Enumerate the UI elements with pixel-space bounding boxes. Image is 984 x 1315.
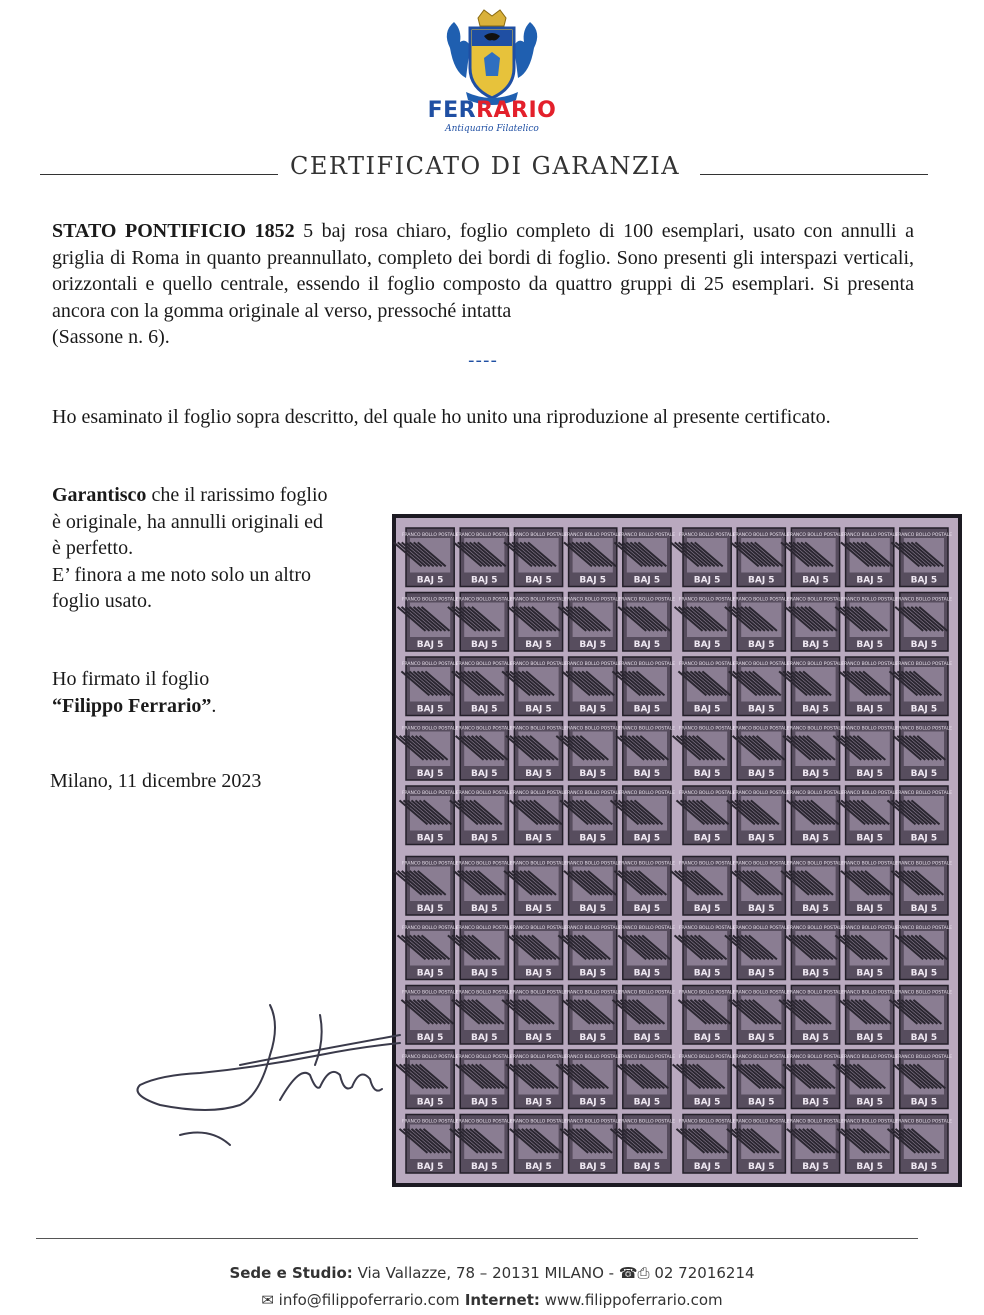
- stamp-value-label: BAJ 5: [693, 640, 721, 650]
- stamp-header: FRANCO BOLLO POSTALE: [618, 1119, 676, 1125]
- stamp-value-label: BAJ 5: [693, 833, 721, 844]
- stamp: [508, 593, 567, 652]
- stamp: [895, 593, 952, 652]
- stamp-header: FRANCO BOLLO POSTALE: [895, 1055, 953, 1060]
- stamp: [839, 986, 898, 1045]
- stamp-header: FRANCO BOLLO POSTALE: [456, 926, 513, 931]
- guarantee-line-2: è originale, ha annulli originali ed: [52, 510, 324, 533]
- stamp-header: FRANCO BOLLO POSTALE: [733, 791, 790, 796]
- stamp-header: FRANCO BOLLO POSTALE: [733, 1119, 790, 1125]
- stamp: [618, 921, 675, 980]
- examination-paragraph: Ho esaminato il foglio sopra descritto, del quale ho unito una riproduzione al presente certificato.: [52, 406, 831, 428]
- signer-name: “Filippo Ferrario”: [52, 694, 212, 717]
- stamp-header: FRANCO BOLLO POSTALE: [618, 926, 676, 931]
- stamp-value-label: BAJ 5: [802, 904, 829, 914]
- stamp: [510, 786, 567, 845]
- stamp-value-label: BAJ 5: [633, 575, 661, 586]
- stamp-value-label: BAJ 5: [471, 833, 498, 844]
- stamp-value-label: BAJ 5: [471, 1097, 498, 1108]
- stamp-value-label: BAJ 5: [525, 769, 552, 779]
- stamp-value-label: BAJ 5: [856, 769, 883, 779]
- stamp-header: FRANCO BOLLO POSTALE: [510, 791, 567, 796]
- stamp-header: FRANCO BOLLO POSTALE: [564, 1119, 621, 1125]
- stamp-header: FRANCO BOLLO POSTALE: [841, 1055, 898, 1060]
- stamp-header: FRANCO BOLLO POSTALE: [456, 533, 513, 538]
- stamp-header: FRANCO BOLLO POSTALE: [787, 1119, 844, 1125]
- stamp-value-label: BAJ 5: [693, 1033, 721, 1043]
- stamp: [729, 657, 790, 716]
- stamp-value-label: BAJ 5: [910, 1162, 938, 1172]
- stamp-header: FRANCO BOLLO POSTALE: [895, 533, 953, 538]
- signed-statement: [52, 666, 216, 719]
- stamp-header: FRANCO BOLLO POSTALE: [787, 533, 844, 538]
- stamp-header: FRANCO BOLLO POSTALE: [618, 990, 676, 996]
- stamp-header: FRANCO BOLLO POSTALE: [564, 926, 621, 931]
- stamp: [510, 1115, 567, 1174]
- stamp: [841, 857, 898, 916]
- stamp-header: FRANCO BOLLO POSTALE: [618, 726, 676, 732]
- stamp-value-label: BAJ 5: [748, 968, 775, 979]
- guarantee-line-3: è perfetto.: [52, 537, 134, 559]
- stamp-value-label: BAJ 5: [579, 904, 606, 914]
- stamp-value-label: BAJ 5: [748, 904, 775, 914]
- stamp-header: FRANCO BOLLO POSTALE: [678, 1055, 736, 1060]
- description-reference: (Sassone n. 6).: [52, 326, 170, 348]
- stamp-header: FRANCO BOLLO POSTALE: [456, 791, 513, 796]
- stamp: [785, 593, 844, 652]
- stamp-header: FRANCO BOLLO POSTALE: [510, 533, 567, 538]
- stamp-sheet-image: [392, 514, 962, 1187]
- stamp-value-label: BAJ 5: [856, 904, 883, 914]
- stamp-header: FRANCO BOLLO POSTALE: [456, 597, 513, 603]
- stamp-header: FRANCO BOLLO POSTALE: [456, 1055, 513, 1060]
- stamp-value-label: BAJ 5: [579, 968, 606, 979]
- stamp-value-label: BAJ 5: [748, 1097, 775, 1108]
- stamp: [729, 986, 790, 1045]
- footer-address-line: [0, 1264, 984, 1282]
- stamp-header: FRANCO BOLLO POSTALE: [510, 726, 567, 732]
- stamp: [618, 593, 675, 652]
- stamp-header: FRANCO BOLLO POSTALE: [510, 1119, 567, 1125]
- stamp: [675, 593, 736, 652]
- stamp-header: FRANCO BOLLO POSTALE: [841, 726, 898, 732]
- title-rule-right: [700, 174, 928, 175]
- stamp-header: FRANCO BOLLO POSTALE: [895, 1119, 953, 1125]
- stamp-header: FRANCO BOLLO POSTALE: [787, 662, 844, 667]
- stamp: [508, 921, 567, 980]
- stamp-header: FRANCO BOLLO POSTALE: [678, 990, 736, 996]
- stamp: [564, 857, 621, 916]
- stamp-header: FRANCO BOLLO POSTALE: [678, 662, 736, 667]
- brand-name-part2: RARIO: [476, 98, 557, 123]
- stamp: [891, 528, 952, 587]
- stamp-header: FRANCO BOLLO POSTALE: [456, 662, 513, 667]
- stamp-value-label: BAJ 5: [693, 904, 721, 914]
- stamp-value-label: BAJ 5: [910, 640, 938, 650]
- stamp: [614, 857, 675, 916]
- stamp-value-label: BAJ 5: [471, 640, 498, 650]
- stamp-value-label: BAJ 5: [525, 904, 552, 914]
- stamp-value-label: BAJ 5: [910, 769, 938, 779]
- stamp-header: FRANCO BOLLO POSTALE: [787, 791, 844, 796]
- stamp-value-label: BAJ 5: [802, 833, 829, 844]
- stamp-value-label: BAJ 5: [525, 1097, 552, 1108]
- stamp-value-label: BAJ 5: [693, 968, 721, 979]
- stamp-value-label: BAJ 5: [633, 640, 661, 650]
- stamp-header: FRANCO BOLLO POSTALE: [678, 533, 736, 538]
- stamp-value-label: BAJ 5: [802, 1162, 829, 1172]
- stamp-value-label: BAJ 5: [802, 1033, 829, 1043]
- stamp-value-label: BAJ 5: [471, 575, 498, 586]
- stamp-header: FRANCO BOLLO POSTALE: [841, 990, 898, 996]
- stamp-value-label: BAJ 5: [579, 640, 606, 650]
- footer-contact-line: [0, 1291, 984, 1309]
- stamp: [783, 722, 844, 781]
- stamp: [733, 1050, 790, 1109]
- stamp-value-label: BAJ 5: [633, 904, 661, 914]
- stamp-header: FRANCO BOLLO POSTALE: [733, 662, 790, 667]
- description-lead: STATO PONTIFICIO 1852: [52, 220, 295, 242]
- handwritten-signature: [120, 995, 410, 1155]
- footer-rule: [36, 1238, 918, 1239]
- stamp-header: FRANCO BOLLO POSTALE: [401, 861, 459, 867]
- stamp-value-label: BAJ 5: [910, 704, 938, 715]
- stamp-header: FRANCO BOLLO POSTALE: [456, 1119, 513, 1125]
- stamp-header: FRANCO BOLLO POSTALE: [787, 726, 844, 732]
- stamp: [506, 722, 567, 781]
- phone-fax-icon: ☎⎙: [618, 1264, 650, 1282]
- stamp-value-label: BAJ 5: [416, 640, 444, 650]
- stamp-value-label: BAJ 5: [416, 769, 444, 779]
- stamp-value-label: BAJ 5: [525, 833, 552, 844]
- stamp-value-label: BAJ 5: [525, 704, 552, 715]
- stamp-value-label: BAJ 5: [633, 833, 661, 844]
- stamp: [506, 1050, 567, 1109]
- stamp-header: FRANCO BOLLO POSTALE: [618, 1055, 676, 1060]
- certificate-title-row: [40, 152, 930, 182]
- stamp-header: FRANCO BOLLO POSTALE: [841, 533, 898, 538]
- stamp-value-label: BAJ 5: [471, 904, 498, 914]
- stamp-header: FRANCO BOLLO POSTALE: [618, 533, 676, 538]
- stamp: [837, 1115, 898, 1174]
- stamp-header: FRANCO BOLLO POSTALE: [618, 861, 676, 867]
- guarantee-line-4: E’ finora a me noto solo un altro: [52, 563, 312, 586]
- stamp-value-label: BAJ 5: [633, 1033, 661, 1043]
- stamp: [616, 722, 675, 781]
- section-separator: ----: [468, 350, 498, 371]
- stamp-value-label: BAJ 5: [856, 1162, 883, 1172]
- stamp: [456, 1050, 513, 1109]
- stamp-value-label: BAJ 5: [748, 769, 775, 779]
- stamp: [454, 857, 513, 916]
- guarantee-line-5: foglio usato.: [52, 590, 152, 612]
- stamp-header: FRANCO BOLLO POSTALE: [401, 533, 459, 538]
- stamp-value-label: BAJ 5: [856, 575, 883, 586]
- stamp-header: FRANCO BOLLO POSTALE: [841, 597, 898, 603]
- stamp-value-label: BAJ 5: [693, 704, 721, 715]
- stamp-header: FRANCO BOLLO POSTALE: [401, 791, 459, 796]
- guarantee-line-1: che il rarissimo foglio: [146, 484, 328, 506]
- stamp-header: FRANCO BOLLO POSTALE: [841, 861, 898, 867]
- stamp-header: FRANCO BOLLO POSTALE: [401, 1055, 459, 1060]
- stamp-value-label: BAJ 5: [856, 704, 883, 715]
- stamp-value-label: BAJ 5: [802, 769, 829, 779]
- guarantee-lead: Garantisco: [52, 484, 147, 506]
- stamp-header: FRANCO BOLLO POSTALE: [510, 926, 567, 931]
- stamp-header: FRANCO BOLLO POSTALE: [401, 662, 459, 667]
- stamp-value-label: BAJ 5: [579, 1033, 606, 1043]
- stamp: [783, 1050, 844, 1109]
- stamp-header: FRANCO BOLLO POSTALE: [895, 726, 953, 732]
- stamp-value-label: BAJ 5: [693, 1162, 721, 1172]
- brand-tagline: Antiquario Filatelico: [445, 124, 539, 134]
- stamp-header: FRANCO BOLLO POSTALE: [895, 597, 953, 603]
- stamp-value-label: BAJ 5: [856, 968, 883, 979]
- stamp-value-label: BAJ 5: [579, 1162, 606, 1172]
- stamp: [785, 921, 844, 980]
- stamp: [893, 1050, 952, 1109]
- stamp: [564, 528, 621, 587]
- guarantee-paragraph: [52, 482, 382, 615]
- stamp: [787, 1115, 844, 1174]
- stamp-header: FRANCO BOLLO POSTALE: [787, 990, 844, 996]
- footer-seat-label: Sede e Studio:: [229, 1264, 353, 1282]
- certificate-date: Milano, 11 dicembre 2023: [50, 770, 262, 792]
- stamp-header: FRANCO BOLLO POSTALE: [733, 990, 790, 996]
- stamp: [560, 1115, 621, 1174]
- stamp-header: FRANCO BOLLO POSTALE: [510, 990, 567, 996]
- stamp-header: FRANCO BOLLO POSTALE: [510, 861, 567, 867]
- stamp: [733, 722, 790, 781]
- stamp: [398, 921, 459, 980]
- stamp: [399, 786, 458, 845]
- stamp: [731, 528, 790, 587]
- stamp: [562, 986, 621, 1045]
- stamp-header: FRANCO BOLLO POSTALE: [564, 990, 621, 996]
- stamp-value-label: BAJ 5: [579, 1097, 606, 1108]
- stamp-header: FRANCO BOLLO POSTALE: [787, 861, 844, 867]
- stamp-header: FRANCO BOLLO POSTALE: [733, 926, 790, 931]
- stamp-value-label: BAJ 5: [525, 1033, 552, 1043]
- brand-name: [0, 98, 984, 123]
- stamp-header: FRANCO BOLLO POSTALE: [787, 597, 844, 603]
- stamp-value-label: BAJ 5: [748, 833, 775, 844]
- stamp-value-label: BAJ 5: [471, 1033, 498, 1043]
- stamp-header: FRANCO BOLLO POSTALE: [456, 861, 513, 867]
- stamp-header: FRANCO BOLLO POSTALE: [841, 926, 898, 931]
- stamp-value-label: BAJ 5: [748, 1162, 775, 1172]
- signed-line-2-end: .: [211, 694, 217, 717]
- stamp: [841, 528, 898, 587]
- stamp-header: FRANCO BOLLO POSTALE: [733, 861, 790, 867]
- stamp: [401, 657, 458, 716]
- stamp-header: FRANCO BOLLO POSTALE: [895, 791, 953, 796]
- stamp-value-label: BAJ 5: [416, 968, 444, 979]
- stamp-header: FRANCO BOLLO POSTALE: [678, 791, 736, 796]
- stamp: [676, 786, 735, 845]
- stamp-header: FRANCO BOLLO POSTALE: [510, 1055, 567, 1060]
- stamp-value-label: BAJ 5: [802, 968, 829, 979]
- stamp-header: FRANCO BOLLO POSTALE: [841, 791, 898, 796]
- stamp-value-label: BAJ 5: [748, 575, 775, 586]
- stamp-header: FRANCO BOLLO POSTALE: [401, 990, 459, 996]
- stamp-value-label: BAJ 5: [633, 1162, 661, 1172]
- stamp-header: FRANCO BOLLO POSTALE: [895, 861, 953, 867]
- stamp-header: FRANCO BOLLO POSTALE: [564, 597, 621, 603]
- stamp-value-label: BAJ 5: [416, 1033, 444, 1043]
- stamp: [454, 528, 513, 587]
- stamp-header: FRANCO BOLLO POSTALE: [733, 533, 790, 538]
- stamp-header: FRANCO BOLLO POSTALE: [678, 597, 736, 603]
- stamp-value-label: BAJ 5: [910, 1033, 938, 1043]
- footer-internet-label: Internet:: [459, 1291, 540, 1309]
- stamp: [893, 722, 952, 781]
- stamp-value-label: BAJ 5: [416, 575, 444, 586]
- stamp-value-label: BAJ 5: [748, 640, 775, 650]
- brand-name-part1: FER: [427, 98, 477, 123]
- stamp-value-label: BAJ 5: [579, 769, 606, 779]
- stamp-header: FRANCO BOLLO POSTALE: [564, 533, 621, 538]
- stamp-value-label: BAJ 5: [693, 575, 721, 586]
- stamp-header: FRANCO BOLLO POSTALE: [678, 726, 736, 732]
- stamp-value-label: BAJ 5: [416, 833, 444, 844]
- stamp-header: FRANCO BOLLO POSTALE: [564, 1055, 621, 1060]
- stamp: [398, 593, 459, 652]
- stamp-value-label: BAJ 5: [693, 769, 721, 779]
- stamp-value-label: BAJ 5: [802, 704, 829, 715]
- stamp-value-label: BAJ 5: [910, 968, 938, 979]
- stamp: [560, 786, 621, 845]
- stamp-value-label: BAJ 5: [633, 968, 661, 979]
- stamp: [895, 921, 952, 980]
- stamp-value-label: BAJ 5: [525, 640, 552, 650]
- stamp-value-label: BAJ 5: [471, 1162, 498, 1172]
- stamp: [731, 857, 790, 916]
- stamp-header: FRANCO BOLLO POSTALE: [895, 926, 953, 931]
- stamp-header: FRANCO BOLLO POSTALE: [787, 926, 844, 931]
- stamp-value-label: BAJ 5: [856, 833, 883, 844]
- stamp-value-label: BAJ 5: [525, 968, 552, 979]
- stamp: [676, 1115, 735, 1174]
- stamp-value-label: BAJ 5: [802, 575, 829, 586]
- stamp-header: FRANCO BOLLO POSTALE: [510, 597, 567, 603]
- signed-line-1: Ho firmato il foglio: [52, 668, 210, 690]
- stamp-value-label: BAJ 5: [579, 704, 606, 715]
- envelope-icon: ✉: [261, 1291, 274, 1309]
- footer-website[interactable]: www.filippoferrario.com: [539, 1291, 723, 1309]
- stamp-header: FRANCO BOLLO POSTALE: [564, 662, 621, 667]
- stamp-value-label: BAJ 5: [416, 704, 444, 715]
- stamp-header: FRANCO BOLLO POSTALE: [401, 926, 459, 931]
- stamp-header: FRANCO BOLLO POSTALE: [618, 791, 676, 796]
- stamp-value-label: BAJ 5: [748, 1033, 775, 1043]
- certificate-title: CERTIFICATO DI GARANZIA: [289, 152, 681, 180]
- stamp-header: FRANCO BOLLO POSTALE: [456, 990, 513, 996]
- stamp-value-label: BAJ 5: [633, 1097, 661, 1108]
- stamp: [562, 657, 621, 716]
- stamp-value-label: BAJ 5: [856, 640, 883, 650]
- stamp-value-label: BAJ 5: [856, 1097, 883, 1108]
- stamp-header: FRANCO BOLLO POSTALE: [787, 1055, 844, 1060]
- stamp-value-label: BAJ 5: [416, 1162, 444, 1172]
- stamp-value-label: BAJ 5: [633, 769, 661, 779]
- stamp-header: FRANCO BOLLO POSTALE: [733, 726, 790, 732]
- footer-phone: 02 72016214: [649, 1264, 755, 1282]
- stamp-value-label: BAJ 5: [910, 575, 938, 586]
- stamp-header: FRANCO BOLLO POSTALE: [841, 1119, 898, 1125]
- footer-email[interactable]: info@filippoferrario.com: [273, 1291, 460, 1309]
- stamp-header: FRANCO BOLLO POSTALE: [733, 597, 790, 603]
- stamp-header: FRANCO BOLLO POSTALE: [564, 726, 621, 732]
- stamp-value-label: BAJ 5: [471, 968, 498, 979]
- footer-address: Via Vallazze, 78 – 20131 MILANO -: [352, 1264, 619, 1282]
- stamp-header: FRANCO BOLLO POSTALE: [895, 990, 953, 996]
- stamp-value-label: BAJ 5: [802, 1097, 829, 1108]
- stamp-header: FRANCO BOLLO POSTALE: [618, 662, 676, 667]
- description-text: 5 baj rosa chiaro, foglio completo di 100 esemplari, usato con annulli a griglia di Roma in quanto preannullato, completo dei bordi di foglio. Sono presenti gli interspazi verticali, orizzontali e quello centrale, essendo il foglio composto da quattro gruppi di 25 esemplari. Si presenta ancora con la gomma originale al verso, pressoché intatta: [52, 220, 914, 322]
- stamp-header: FRANCO BOLLO POSTALE: [678, 926, 736, 931]
- stamp-value-label: BAJ 5: [856, 1033, 883, 1043]
- stamp-header: FRANCO BOLLO POSTALE: [401, 726, 459, 732]
- stamp-header: FRANCO BOLLO POSTALE: [678, 861, 736, 867]
- stamp-value-label: BAJ 5: [579, 575, 606, 586]
- stamp: [678, 657, 735, 716]
- stamp-value-label: BAJ 5: [525, 1162, 552, 1172]
- stamp-value-label: BAJ 5: [910, 904, 938, 914]
- stamp: [452, 657, 513, 716]
- stamp: [891, 857, 952, 916]
- stamp-header: FRANCO BOLLO POSTALE: [733, 1055, 790, 1060]
- stamp-header: FRANCO BOLLO POSTALE: [618, 597, 676, 603]
- stamp: [614, 528, 675, 587]
- stamp-sheet-grid: [392, 514, 962, 1187]
- stamp-header: FRANCO BOLLO POSTALE: [564, 791, 621, 796]
- stamp: [616, 1050, 675, 1109]
- stamp-value-label: BAJ 5: [748, 704, 775, 715]
- stamp-header: FRANCO BOLLO POSTALE: [401, 597, 459, 603]
- stamp-value-label: BAJ 5: [910, 833, 938, 844]
- stamp-header: FRANCO BOLLO POSTALE: [564, 861, 621, 867]
- stamp-value-label: BAJ 5: [471, 704, 498, 715]
- stamp-header: FRANCO BOLLO POSTALE: [841, 662, 898, 667]
- stamp-value-label: BAJ 5: [471, 769, 498, 779]
- stamp-value-label: BAJ 5: [416, 904, 444, 914]
- stamp-value-label: BAJ 5: [910, 1097, 938, 1108]
- stamp-value-label: BAJ 5: [633, 704, 661, 715]
- stamp-value-label: BAJ 5: [802, 640, 829, 650]
- stamp: [452, 986, 513, 1045]
- description-paragraph: [52, 218, 914, 351]
- stamp-header: FRANCO BOLLO POSTALE: [456, 726, 513, 732]
- stamp: [837, 786, 898, 845]
- stamp-header: FRANCO BOLLO POSTALE: [510, 662, 567, 667]
- stamp: [675, 921, 736, 980]
- stamp: [839, 657, 898, 716]
- stamp-value-label: BAJ 5: [525, 575, 552, 586]
- stamp: [678, 986, 735, 1045]
- stamp-value-label: BAJ 5: [579, 833, 606, 844]
- stamp-value-label: BAJ 5: [693, 1097, 721, 1108]
- stamp-header: FRANCO BOLLO POSTALE: [895, 662, 953, 667]
- stamp-value-label: BAJ 5: [416, 1097, 444, 1108]
- stamp: [456, 722, 513, 781]
- stamp: [787, 786, 844, 845]
- stamp-header: FRANCO BOLLO POSTALE: [401, 1119, 459, 1125]
- stamp-header: FRANCO BOLLO POSTALE: [678, 1119, 736, 1125]
